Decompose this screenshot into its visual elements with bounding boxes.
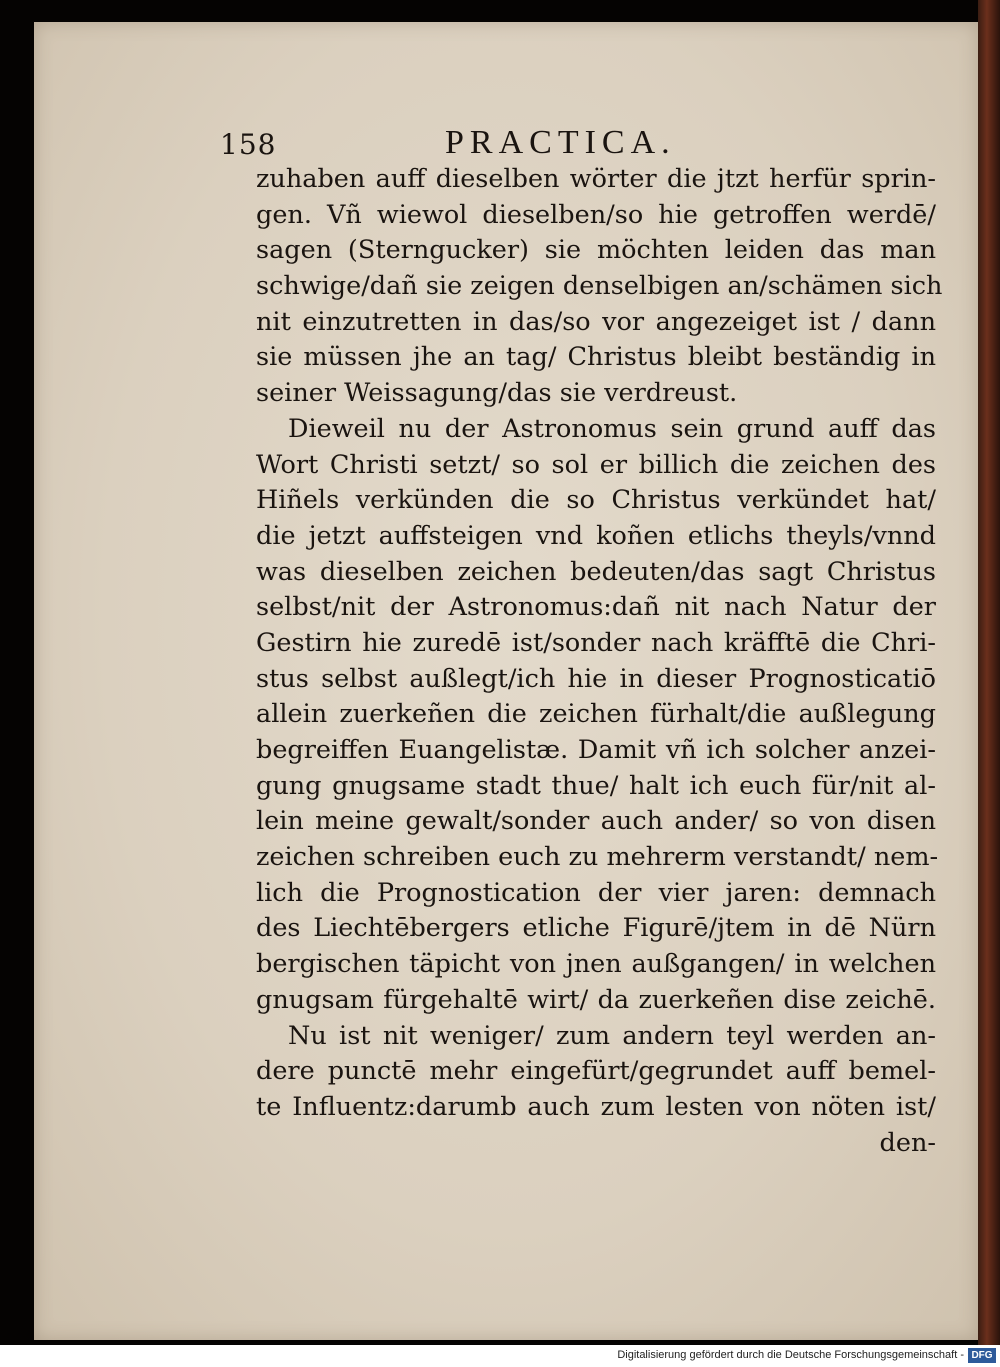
text-line: lich die Prognostication der vier jaren: demnach [256, 877, 936, 908]
catchword: den- [879, 1127, 936, 1158]
text-line: sie müssen jhe an tag/ Christus bleibt beständig in [256, 342, 936, 373]
text-line: allein zuerkeñen die zeichen fürhalt/die außlegung [256, 699, 936, 730]
text-line: die jetzt auffsteigen vnd koñen etlichs theyls/vnnd [256, 520, 936, 551]
book-binding-edge [978, 0, 1000, 1345]
text-line: begreiffen Euangelistæ. Damit vñ ich solcher anzei- [256, 735, 936, 765]
footer-bar [0, 1345, 1000, 1367]
dfg-logo-icon: DFG [968, 1348, 996, 1363]
text-line: gung gnugsame stadt thue/ halt ich euch für/nit al- [256, 770, 936, 801]
text-line: schwige/dañ sie zeigen denselbigen an/schämen sich [256, 271, 943, 302]
text-line: bergischen täpicht von jnen außgangen/ in welchen [256, 949, 936, 980]
text-line: dere punctē mehr eingefürt/gegrundet auff bemel- [256, 1056, 936, 1087]
funding-credit: Digitalisierung gefördert durch die Deutsche Forschungsgemeinschaft - [617, 1349, 964, 1361]
text-line: was dieselben zeichen bedeuten/das sagt Christus [256, 556, 936, 587]
running-head: PRACTICA. [445, 124, 676, 161]
text-line: te Influentz:darumb auch zum lesten von nöten ist/ [256, 1091, 936, 1122]
text-line: selbst/nit der Astronomus:dañ nit nach Natur der [256, 592, 936, 623]
text-line: des Liechtēbergers etliche Figurē/jtem in dē Nürn [256, 913, 936, 944]
page-number: 158 [220, 128, 277, 161]
text-line: gen. Vñ wiewol dieselben/so hie getroffen werdē/ [256, 199, 936, 230]
text-line: seiner Weissagung/das sie verdreust. [256, 378, 738, 409]
text-line: gnugsam fürgehaltē wirt/ da zuerkeñen dise zeichē. [256, 984, 936, 1015]
text-line: zuhaben auff dieselben wörter die jtzt herfür sprin- [256, 164, 936, 194]
text-line: lein meine gewalt/sonder auch ander/ so von disen [256, 806, 936, 837]
text-line: Hiñels verkünden die so Christus verkündet hat/ [256, 485, 936, 516]
text-line: Dieweil nu der Astronomus sein grund auff das [288, 413, 936, 444]
text-line: Nu ist nit weniger/ zum andern teyl werden an- [288, 1020, 936, 1051]
text-line: stus selbst außlegt/ich hie in dieser Prognosticatiō [256, 663, 936, 694]
body-text [256, 162, 943, 1161]
text-line: nit einzutretten in das/so vor angezeiget ist / dann [256, 306, 936, 337]
text-line: Wort Christi setzt/ so sol er billich die zeichen des [256, 449, 936, 480]
text-line: sagen (Sterngucker) sie möchten leiden das man [256, 235, 936, 266]
text-line: Gestirn hie zuredē ist/sonder nach kräfftē die Chri- [256, 627, 936, 658]
text-line: zeichen schreiben euch zu mehrerm verstandt/ nem- [256, 842, 939, 873]
